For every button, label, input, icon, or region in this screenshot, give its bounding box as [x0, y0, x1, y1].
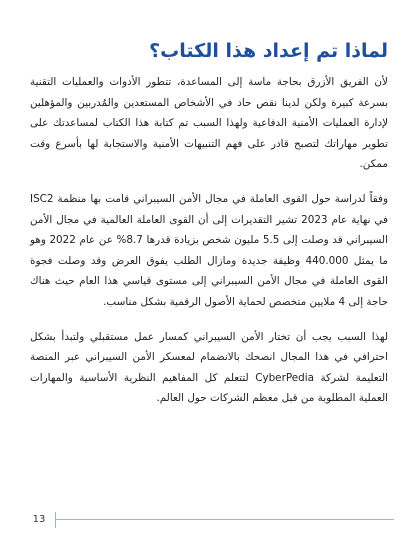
paragraph-why-book: لأن الفريق الأزرق بحاجة ماسة إلى المساعدة، تتطور الأدوات والعمليات التقنية بسرعة كبيرة ولكن لدينا نقص حاد في الأشخاص المستعدين والمُدربين والمؤهلين لإدارة العمليات الأمنية الدفاعية ولهذا السبب تم كتابة هذا الكتاب لمساعدتك على تطوير مهاراتك لتصبح قادر على فهم التنبيهات الأمنية والاستجابة لها بأسرع وقت ممكن. — [30, 76, 388, 171]
body-content — [30, 72, 388, 423]
footer-rule — [56, 519, 394, 520]
section-heading: لماذا تم إعداد هذا الكتاب؟ — [149, 40, 388, 62]
paragraph-career-advice: لهذا السبب يجب أن تختار الأمن السيبراني كمسار عمل مستقبلي ولتبدأ بشكل احترافي في هذا المجال انصحك بالانضمام لمعسكر الأمن السيبراني عبر المنصة التعليمة لشركة CyberPedia لتتعلم كل المفاهيم النظرية الأساسية والمهارات العملية المطلوبة من قبل معظم الشركات حول العالم. — [30, 330, 388, 405]
paragraph-workforce-study: وفقاً لدراسة حول القوى العاملة في مجال الأمن السيبراني قامت بها منظمة ISC2 في نهاية عام 2023 تشير التقديرات إلى أن القوى العاملة العالمية في مجال الأمن السيبراني قد وصلت إلى 5.5 مليون شخص بزيادة قدرها 8.7% عن عام 2022 وهو ما يمثل 440.000 وظيفة جديدة ومازال الطلب يفوق العرض وقد وصلت فجوة القوى العاملة في مجال الأمن السيبراني إلى مستوى قياسي هذا العام حيث هناك حاجة إلى 4 ملايين متخصص لحماية الأصول الرقمية بشكل مناسب. — [30, 192, 388, 308]
page-number: 13 — [22, 510, 56, 530]
